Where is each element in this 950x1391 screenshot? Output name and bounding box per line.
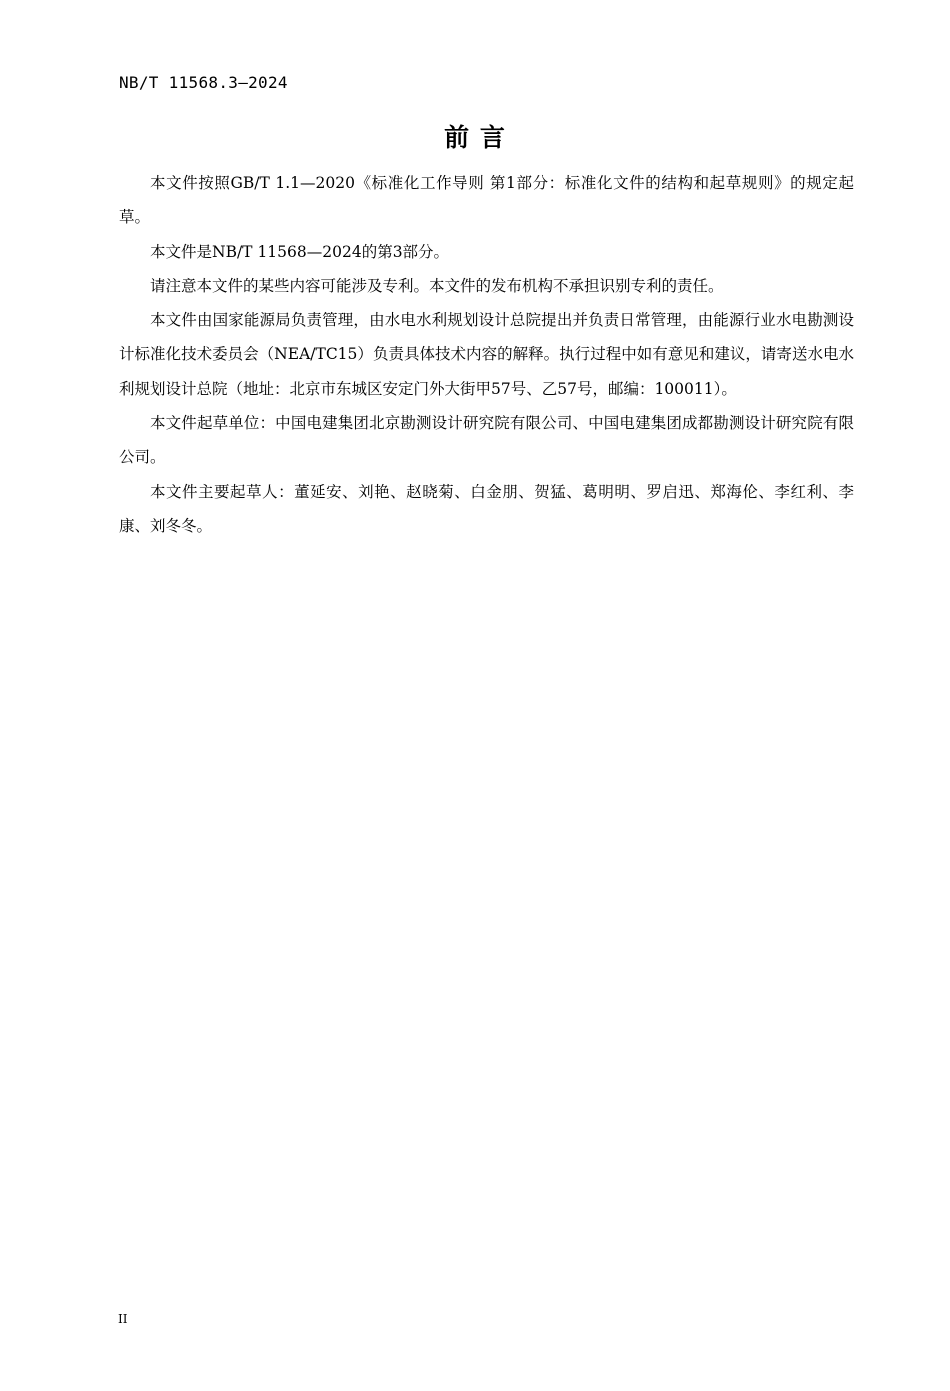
paragraph-part-statement: 本文件是NB/T 11568—2024的第3部分。 — [150, 242, 450, 261]
paragraph-management: 本文件由国家能源局负责管理，由水电水利规划设计总院提出并负责日常管理，由能源行业水电勘测设计标准化技术委员会（NEA/TC15）负责具体技术内容的解释。执行过程中如有意见和建议，请寄送水电水利规划设计总院（地址：北京市东城区安定门外大街甲57号、乙57号，邮编：100011）。 — [119, 311, 854, 398]
paragraph-drafters: 本文件主要起草人：董延安、刘艳、赵晓菊、白金朋、贺猛、葛明明、罗启迅、郑海伦、李红利、李康、刘冬冬。 — [119, 482, 854, 535]
paragraph-drafting-rules: 本文件按照GB/T 1.1—2020《标准化工作导则 第1部分：标准化文件的结构和起草规则》的规定起草。 — [119, 174, 854, 227]
standard-code-header: NB/T 11568.3—2024 — [119, 73, 288, 92]
paragraph-drafting-units: 本文件起草单位：中国电建集团北京勘测设计研究院有限公司、中国电建集团成都勘测设计研究院有限公司。 — [119, 414, 854, 467]
page-number: II — [118, 1312, 128, 1326]
page-title: 前 言 — [444, 123, 506, 152]
foreword-body — [119, 166, 854, 543]
paragraph-patent-notice: 请注意本文件的某些内容可能涉及专利。本文件的发布机构不承担识别专利的责任。 — [150, 276, 724, 295]
